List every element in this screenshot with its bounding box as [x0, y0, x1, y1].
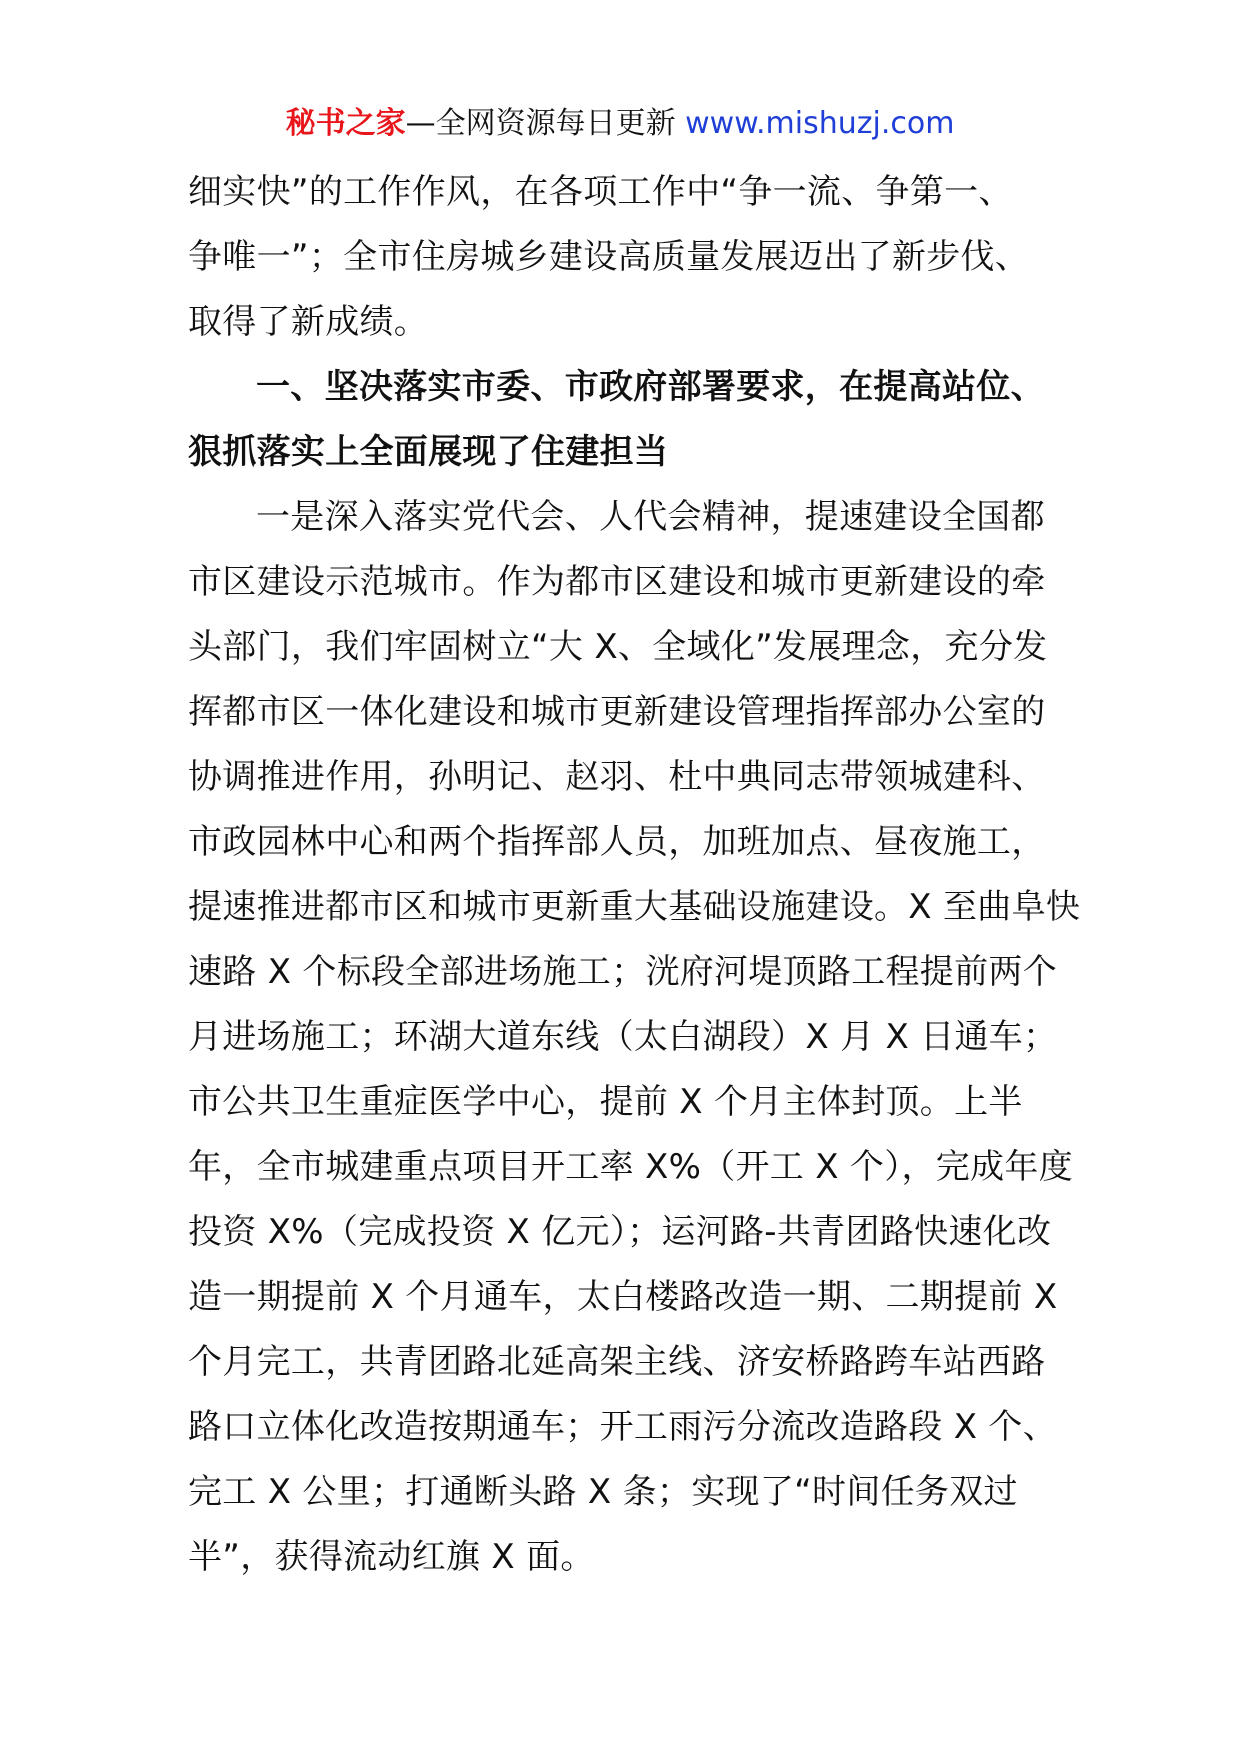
- text-line: 头部门，我们牢固树立“大 X、全域化”发展理念，充分发: [188, 627, 1048, 667]
- text-line: 速路 X 个标段全部进场施工；洸府河堤顶路工程提前两个: [188, 952, 1058, 992]
- header-tagline: —全网资源每日更新: [405, 106, 676, 141]
- text-line: 取得了新成绩。: [188, 302, 429, 342]
- text-line: 细实快”的工作作风，在各项工作中“争一流、争第一、: [188, 172, 1013, 212]
- text-line: 市公共卫生重症医学中心，提前 X 个月主体封顶。上半: [188, 1082, 1023, 1122]
- text-line: 协调推进作用，孙明记、赵羽、杜中典同志带领城建科、: [188, 757, 1046, 797]
- brand-name: 秘书之家: [285, 106, 406, 141]
- text-line: 市区建设示范城市。作为都市区建设和城市更新建设的牵: [188, 562, 1046, 602]
- text-line: 个月完工，共青团路北延高架主线、济安桥路跨车站西路: [188, 1342, 1046, 1382]
- section-heading-line: 狠抓落实上全面展现了住建担当: [188, 432, 669, 472]
- text-line: 挥都市区一体化建设和城市更新建设管理指挥部办公室的: [188, 692, 1046, 732]
- text-line: 半”，获得流动红旗 X 面。: [188, 1537, 595, 1577]
- text-line: 年，全市城建重点项目开工率 X%（开工 X 个），完成年度: [188, 1147, 1074, 1187]
- site-url-link[interactable]: www.mishuzj.com: [685, 106, 955, 141]
- text-line: 投资 X%（完成投资 X 亿元）；运河路-共青团路快速化改: [188, 1212, 1052, 1252]
- section-heading-line: 一、坚决落实市委、市政府部署要求，在提高站位、: [256, 367, 1045, 407]
- paragraph-first-line: 一是深入落实党代会、人代会精神，提速建设全国都: [256, 497, 1045, 537]
- page-header: [0, 102, 1240, 146]
- text-line: 市政园林中心和两个指挥部人员，加班加点、昼夜施工，: [188, 822, 1046, 862]
- text-line: 月进场施工；环湖大道东线（太白湖段）X 月 X 日通车；: [188, 1017, 1058, 1057]
- document-body: [188, 160, 1081, 1590]
- text-line: 完工 X 公里；打通断头路 X 条；实现了“时间任务双过: [188, 1472, 1018, 1512]
- text-line: 提速推进都市区和城市更新重大基础设施建设。X 至曲阜快: [188, 887, 1081, 927]
- text-line: 造一期提前 X 个月通车，太白楼路改造一期、二期提前 X: [188, 1277, 1058, 1317]
- text-line: 路口立体化改造按期通车；开工雨污分流改造路段 X 个、: [188, 1407, 1058, 1447]
- text-line: 争唯一”；全市住房城乡建设高质量发展迈出了新步伐、: [188, 237, 1030, 277]
